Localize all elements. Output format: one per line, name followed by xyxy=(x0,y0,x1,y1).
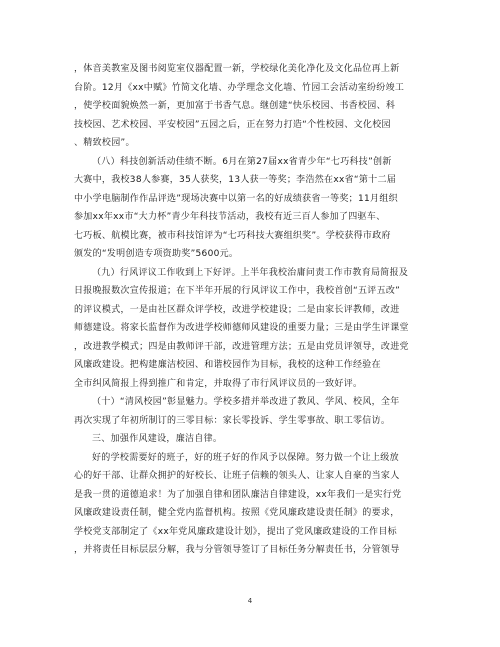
text-line: （十）“清风校园”彰显魅力。学校多措并举改进了教风、学风、校风，全年 xyxy=(92,397,400,407)
paragraph xyxy=(74,153,426,264)
document-body xyxy=(74,60,426,560)
text-line: 七巧板、航模比赛，被市科技馆评为“七巧科技大赛组织奖”。学校获得市政府 xyxy=(74,230,391,241)
text-line: 是我一贯的道德追求！为了加强自律和团队廉洁自律建设，xx年我们一是实行党 xyxy=(74,489,402,500)
text-line: 日报晚报数次宣传报道；在下半年开展的行风评议工作中，我校首创“五评五改” xyxy=(74,286,401,296)
text-line: 风廉政建设责任制，健全党内监督机构。按照《党风廉政建设责任制》的要求， xyxy=(74,508,400,518)
text-line: ，使学校面貌焕然一新，更加富于书香气息。继创建“快乐校园、书香校园、科 xyxy=(74,101,396,111)
page-number: 4 xyxy=(247,597,253,605)
text-line: ，并将责任目标层层分解，我与分管领导签订了目标任务分解责任书，分管领导 xyxy=(74,545,400,555)
text-line: 台阶。12月《xx中赋》竹简文化墙、办学理念文化墙、竹园工会活动室纷纷竣工 xyxy=(74,82,405,93)
text-line: 好的学校需要好的班子，好的班子好的作风予以保障。努力做一个让上级放 xyxy=(92,452,399,463)
text-line: （八）科技创新活动佳绩不断。6月在第27届xx省青少年“七巧科技”创新 xyxy=(92,156,392,167)
text-line: 的评议模式，一是由社区群众评学校，改进学校建设；二是由家长评教师，改进 xyxy=(74,304,400,315)
paragraph xyxy=(74,449,426,560)
paragraph xyxy=(74,393,426,430)
text-line: 中小学电脑制作作品评选”现场决赛中以第一名的好成绩获省一等奖；11月组织 xyxy=(74,193,398,204)
text-line: 参加xx年xx市“大力杯”青少年科技节活动，我校有近三百人参加了四驱车、 xyxy=(74,212,386,222)
text-line: 技校园、艺术校园、平安校园”五园之后，正在努力打造“个性校园、文化校园 xyxy=(74,119,391,130)
text-line: ，体音美教室及图书阅览室仪器配置一新，学校绿化美化净化及文化品位再上新 xyxy=(74,64,400,74)
text-line: 全市纠风简报上得到推广和肯定，并取得了市行风评议员的一致好评。 xyxy=(74,378,363,389)
text-line: 颁发的“发明创造专项资助奖”5600元。 xyxy=(74,249,239,259)
paragraph xyxy=(74,264,426,394)
text-line: 师德建设。将家长监督作为改进学校师德师风建设的重要力量；三是由学生评课堂 xyxy=(74,323,409,333)
text-line: 再次实现了年初所制订的三零目标：家长零投诉、学生零事故、职工零信访。 xyxy=(74,415,391,426)
text-line: 学校党支部制定了《xx年党风廉政建设计划》，提出了党风廉政建设的工作目标 xyxy=(74,526,397,537)
text-line: 大赛中，我校38人参赛，35人获奖，13人获一等奖；李浩然在xx省“第十二届 xyxy=(74,175,397,185)
text-line: （九）行风评议工作收到上下好评。上半年我校治庸问责工作市教育局简报及 xyxy=(92,267,409,278)
text-line: 心的好干部、让群众拥护的好校长、让班子信赖的领头人、让家人自豪的当家人 xyxy=(74,471,400,481)
text-line: 风廉政建设。把构建廉洁校园、和谐校园作为目标，我校的这种工作经验在 xyxy=(74,360,381,370)
paragraph xyxy=(74,60,426,153)
text-line: ，改进教学模式；四是由教师评干部，改进管理方法；五是由党员评领导，改进党 xyxy=(74,341,409,352)
text-line: 、精致校园”。 xyxy=(74,138,135,148)
text-line: 三、加强作风建设，廉洁自律。 xyxy=(92,434,223,444)
paragraph xyxy=(74,430,426,449)
